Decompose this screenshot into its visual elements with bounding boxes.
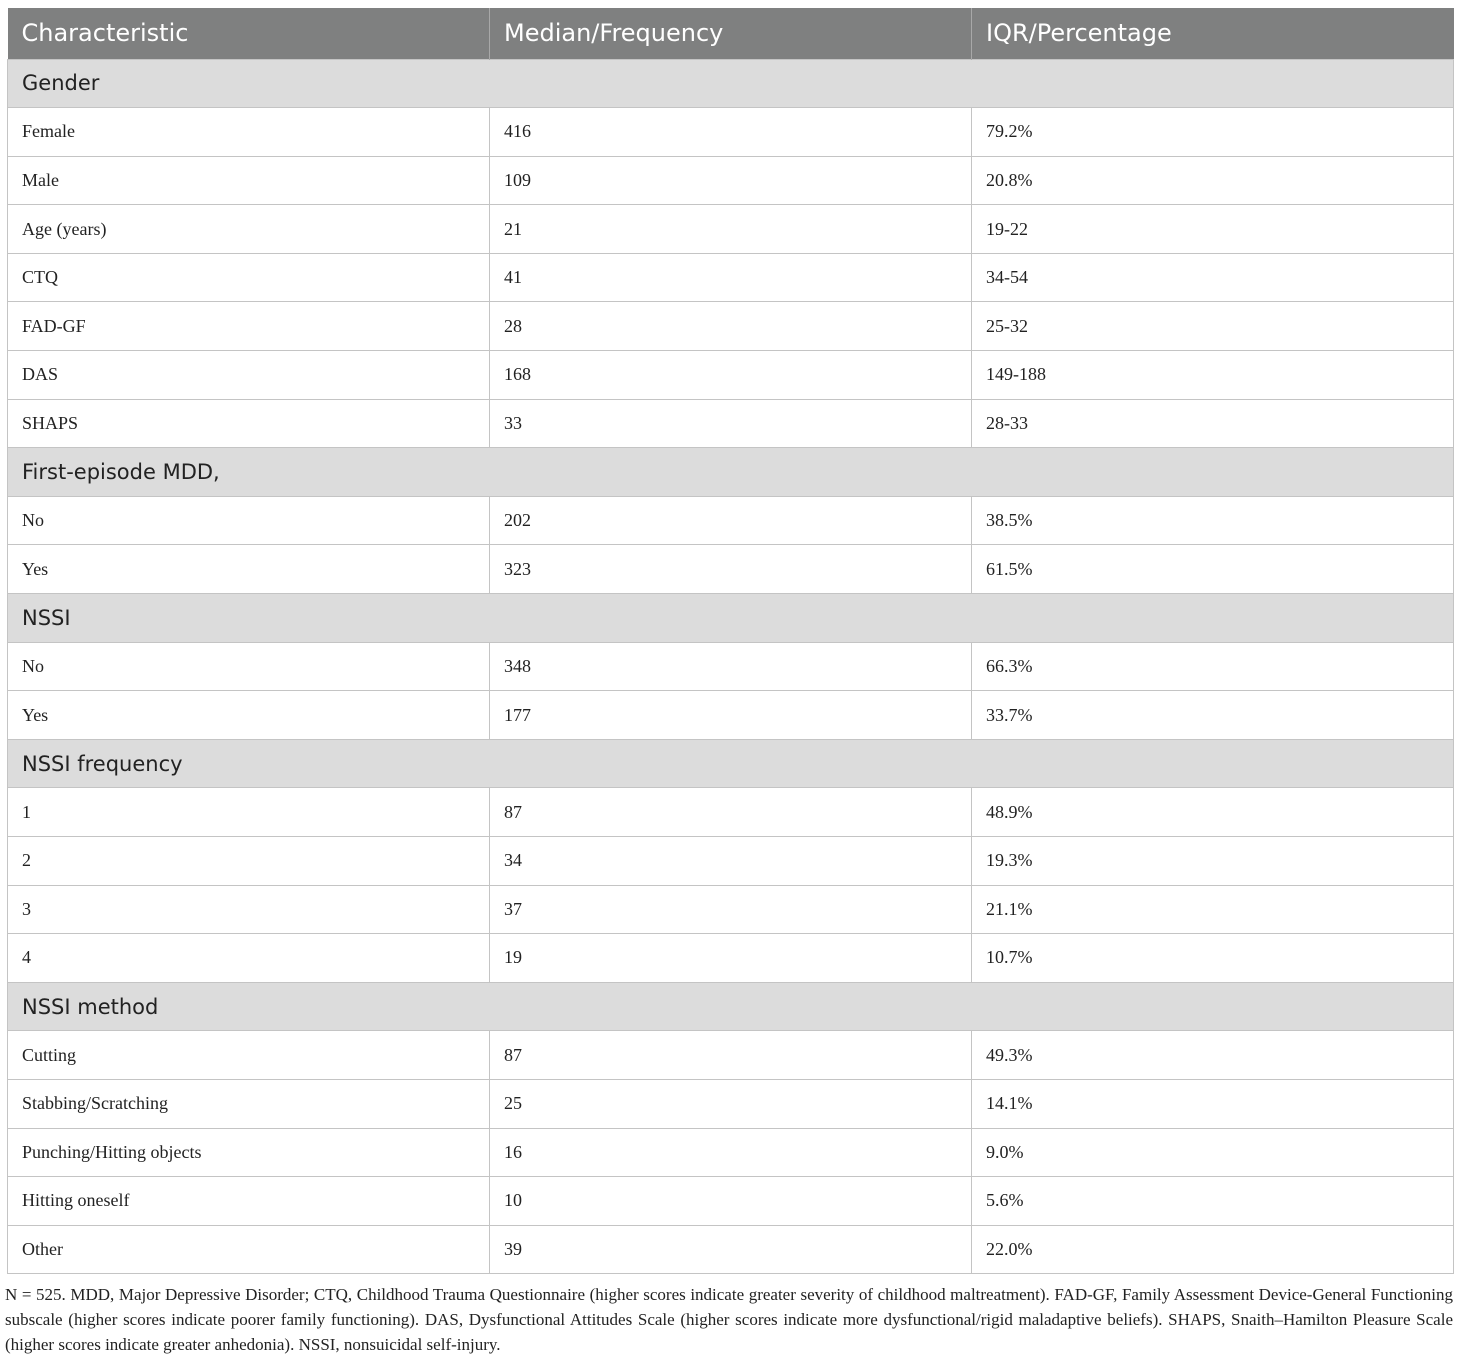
iqr-percentage-cell: 19.3%	[972, 837, 1454, 886]
median-frequency-cell: 87	[490, 788, 972, 837]
table-row	[8, 934, 1454, 983]
median-frequency-cell: 28	[490, 302, 972, 351]
iqr-percentage-cell: 149-188	[972, 351, 1454, 400]
median-frequency-cell: 416	[490, 108, 972, 157]
table-header-row	[8, 8, 1454, 59]
characteristic-cell: 3	[8, 885, 490, 934]
median-frequency-cell: 21	[490, 205, 972, 254]
median-frequency-cell: 25	[490, 1079, 972, 1128]
iqr-percentage-cell: 49.3%	[972, 1031, 1454, 1080]
iqr-percentage-cell: 66.3%	[972, 642, 1454, 691]
median-frequency-cell: 323	[490, 545, 972, 594]
group-header-row	[8, 739, 1454, 788]
characteristic-cell: Stabbing/Scratching	[8, 1079, 490, 1128]
iqr-percentage-cell: 5.6%	[972, 1177, 1454, 1226]
median-frequency-cell: 87	[490, 1031, 972, 1080]
characteristic-cell: FAD-GF	[8, 302, 490, 351]
characteristic-cell: Hitting oneself	[8, 1177, 490, 1226]
group-header-row	[8, 982, 1454, 1031]
group-label: NSSI	[8, 594, 1454, 643]
table-row	[8, 837, 1454, 886]
table-row	[8, 642, 1454, 691]
table-row	[8, 108, 1454, 157]
group-label: First-episode MDD,	[8, 448, 1454, 497]
iqr-percentage-cell: 28-33	[972, 399, 1454, 448]
characteristic-cell: Yes	[8, 545, 490, 594]
median-frequency-cell: 202	[490, 496, 972, 545]
median-frequency-cell: 168	[490, 351, 972, 400]
iqr-percentage-cell: 22.0%	[972, 1225, 1454, 1274]
characteristic-cell: SHAPS	[8, 399, 490, 448]
table-row	[8, 1031, 1454, 1080]
median-frequency-cell: 177	[490, 691, 972, 740]
iqr-percentage-cell: 25-32	[972, 302, 1454, 351]
median-frequency-cell: 39	[490, 1225, 972, 1274]
characteristic-cell: Male	[8, 156, 490, 205]
iqr-percentage-cell: 38.5%	[972, 496, 1454, 545]
group-header-row	[8, 448, 1454, 497]
table-row	[8, 496, 1454, 545]
characteristic-cell: Yes	[8, 691, 490, 740]
table-row	[8, 156, 1454, 205]
iqr-percentage-cell: 79.2%	[972, 108, 1454, 157]
group-label: NSSI method	[8, 982, 1454, 1031]
iqr-percentage-cell: 10.7%	[972, 934, 1454, 983]
header-characteristic: Characteristic	[8, 8, 490, 59]
characteristic-cell: CTQ	[8, 253, 490, 302]
iqr-percentage-cell: 34-54	[972, 253, 1454, 302]
characteristic-cell: Cutting	[8, 1031, 490, 1080]
table-row	[8, 351, 1454, 400]
iqr-percentage-cell: 21.1%	[972, 885, 1454, 934]
iqr-percentage-cell: 9.0%	[972, 1128, 1454, 1177]
header-iqr-percentage: IQR/Percentage	[972, 8, 1454, 59]
iqr-percentage-cell: 48.9%	[972, 788, 1454, 837]
table-row	[8, 205, 1454, 254]
characteristic-cell: No	[8, 642, 490, 691]
table-row	[8, 399, 1454, 448]
iqr-percentage-cell: 20.8%	[972, 156, 1454, 205]
characteristic-cell: Punching/Hitting objects	[8, 1128, 490, 1177]
characteristic-cell: 2	[8, 837, 490, 886]
median-frequency-cell: 41	[490, 253, 972, 302]
table-row	[8, 691, 1454, 740]
group-label: NSSI frequency	[8, 739, 1454, 788]
median-frequency-cell: 19	[490, 934, 972, 983]
group-header-row	[8, 594, 1454, 643]
header-median-frequency: Median/Frequency	[490, 8, 972, 59]
median-frequency-cell: 37	[490, 885, 972, 934]
table-footnote: N = 525. MDD, Major Depressive Disorder; CTQ, Childhood Trauma Questionnaire (higher scores indicate greater severity of childhood maltreatment). FAD-GF, Family Assessment Device-General Functioning subscale (higher scores indicate poorer family functioning). DAS, Dysfunctional Attitudes Scale (higher scores indicate more dysfunctional/rigid maladaptive beliefs). SHAPS, Snaith–Hamilton Pleasure Scale (higher scores indicate greater anhedonia). NSSI, nonsuicidal self-injury.	[5, 1285, 1453, 1354]
median-frequency-cell: 109	[490, 156, 972, 205]
group-header-row	[8, 59, 1454, 108]
iqr-percentage-cell: 33.7%	[972, 691, 1454, 740]
table-row	[8, 1079, 1454, 1128]
median-frequency-cell: 33	[490, 399, 972, 448]
iqr-percentage-cell: 14.1%	[972, 1079, 1454, 1128]
median-frequency-cell: 16	[490, 1128, 972, 1177]
table-row	[8, 253, 1454, 302]
table-row	[8, 1225, 1454, 1274]
table-row	[8, 1177, 1454, 1226]
characteristic-cell: 1	[8, 788, 490, 837]
table-row	[8, 545, 1454, 594]
median-frequency-cell: 10	[490, 1177, 972, 1226]
table-row	[8, 885, 1454, 934]
characteristic-cell: 4	[8, 934, 490, 983]
characteristic-cell: Age (years)	[8, 205, 490, 254]
group-label: Gender	[8, 59, 1454, 108]
table-body	[8, 59, 1454, 1274]
table-row	[8, 1128, 1454, 1177]
characteristics-table	[7, 8, 1454, 1274]
iqr-percentage-cell: 19-22	[972, 205, 1454, 254]
table-row	[8, 788, 1454, 837]
characteristic-cell: DAS	[8, 351, 490, 400]
iqr-percentage-cell: 61.5%	[972, 545, 1454, 594]
characteristic-cell: Female	[8, 108, 490, 157]
median-frequency-cell: 34	[490, 837, 972, 886]
characteristic-cell: Other	[8, 1225, 490, 1274]
characteristic-cell: No	[8, 496, 490, 545]
median-frequency-cell: 348	[490, 642, 972, 691]
table-row	[8, 302, 1454, 351]
